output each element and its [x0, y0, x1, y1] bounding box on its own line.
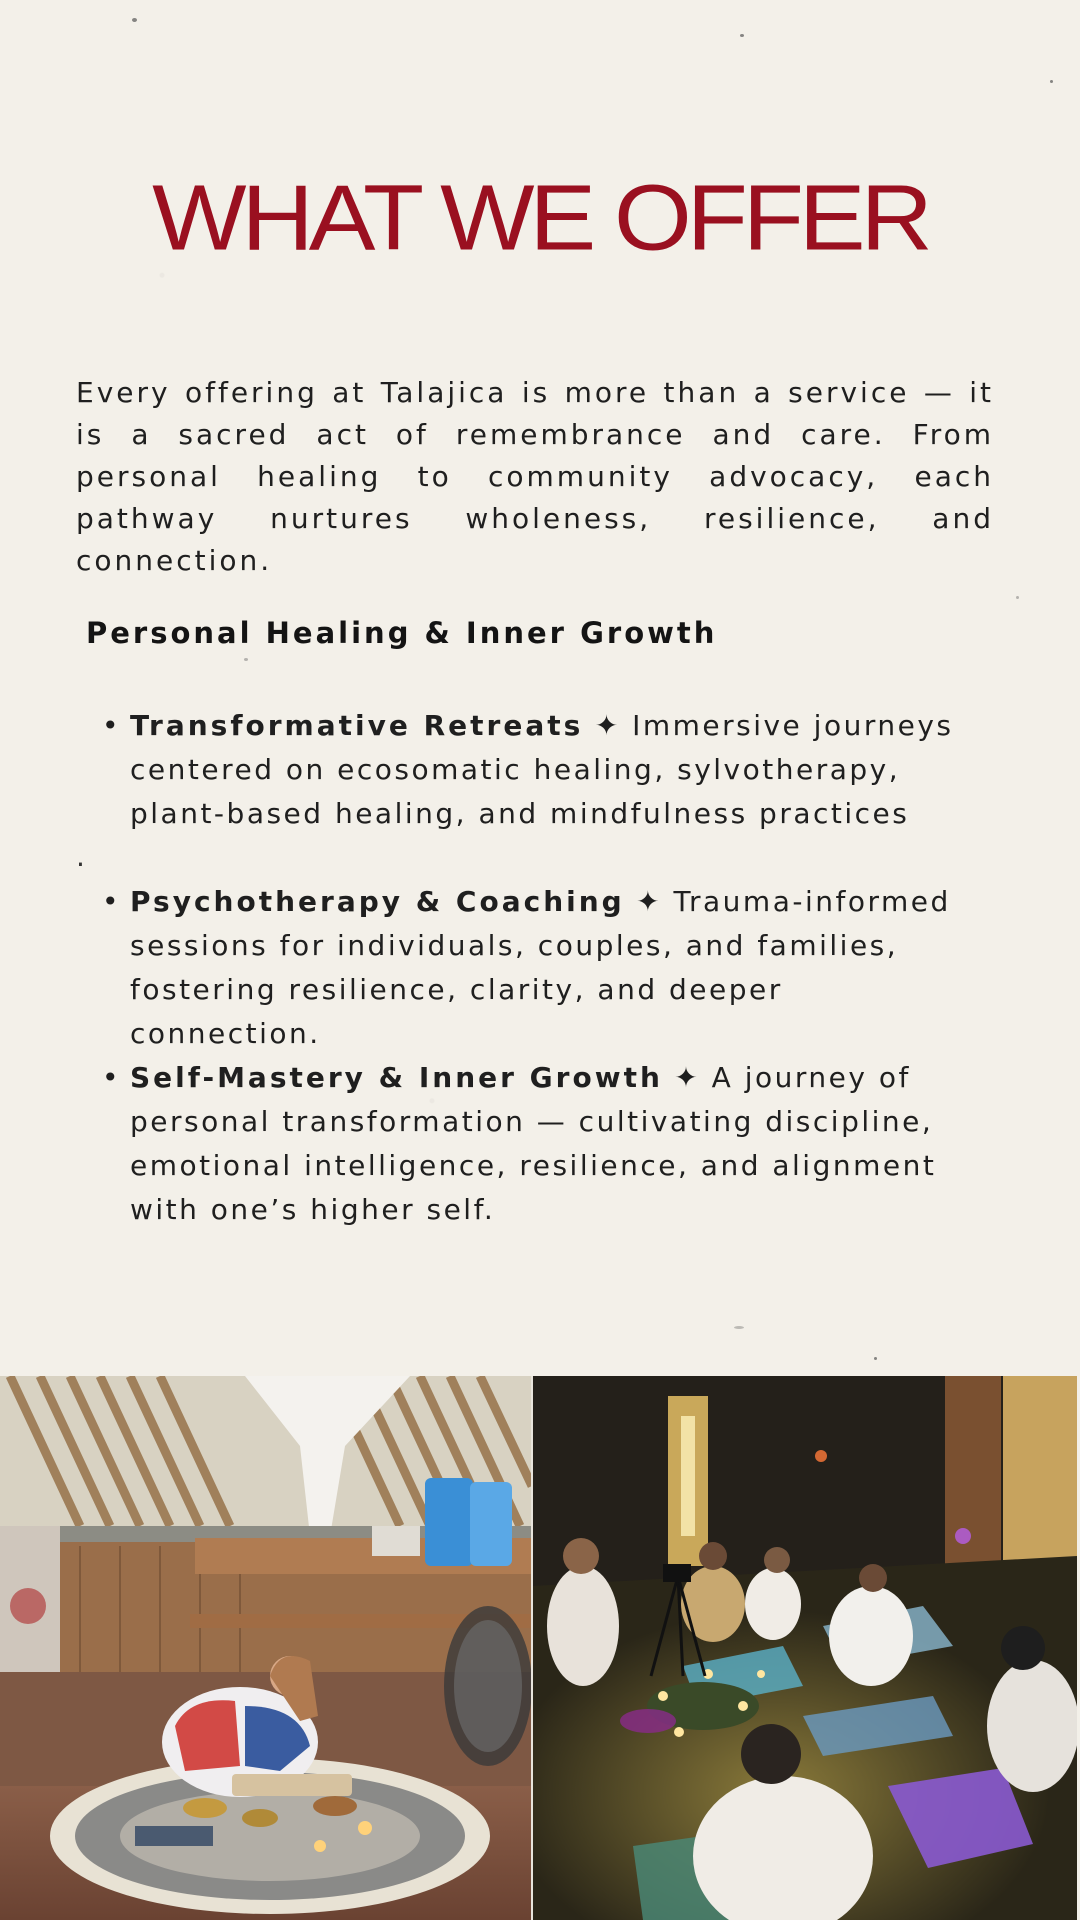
sparkle-icon: ✦: [674, 1061, 701, 1094]
offer-description: Trauma-informed sessions for individuals, couples, and families, fostering resilience, clarity, and deeper connection.: [130, 885, 951, 1050]
offer-item-retreats: [102, 704, 960, 836]
paper-speck: [1050, 80, 1053, 83]
page-title: WHAT WE OFFER: [152, 165, 928, 271]
paper-speck: [874, 1357, 877, 1360]
sparkle-icon: ✦: [594, 709, 621, 742]
section-heading: Personal Healing & Inner Growth: [86, 616, 718, 650]
paper-speck: [740, 34, 744, 37]
bullet-icon: •: [102, 709, 122, 742]
sparkle-icon: ✦: [636, 885, 663, 918]
bullet-icon: •: [102, 1061, 122, 1094]
stray-mark: .: [76, 840, 85, 873]
offer-name: Psychotherapy & Coaching: [130, 885, 625, 918]
paper-speck: [734, 1326, 744, 1329]
offer-name: Transformative Retreats: [130, 709, 584, 742]
offer-description: A journey of personal transformation — cultivating discipline, emotional intelligence, resilience, and alignment with one’s higher self.: [130, 1061, 937, 1226]
intro-paragraph: Every offering at Talajica is more than a service — it is a sacred act of remembrance and care. From personal healing to community advocacy, each pathway nurtures wholeness, resilience, and connection.: [76, 376, 994, 577]
paper-speck: [132, 18, 137, 22]
paper-speck: [244, 658, 248, 661]
paper-speck: [1016, 596, 1019, 599]
offer-description: Immersive journeys centered on ecosomatic healing, sylvotherapy, plant-based healing, and mindfulness practices: [130, 709, 954, 830]
offer-item-self-mastery: [102, 1056, 960, 1232]
offer-name: Self-Mastery & Inner Growth: [130, 1061, 663, 1094]
photo-sound-healing-altar: [0, 1376, 532, 1920]
bullet-icon: •: [102, 885, 122, 918]
offer-item-psychotherapy: [102, 880, 960, 1056]
photo-group-ceremony: [533, 1376, 1077, 1920]
